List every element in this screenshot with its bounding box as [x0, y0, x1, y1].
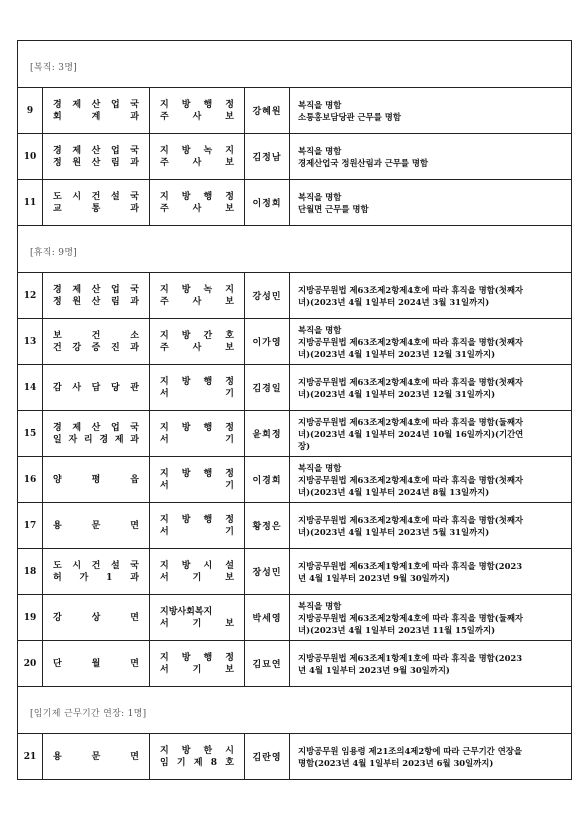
order-note-line: 지방공무원법 제63조제2항제4호에 따라 휴직을 명함(첫째자 — [298, 336, 524, 347]
row-number: 11 — [18, 180, 43, 226]
rank-line: 지 방 행 정 — [160, 652, 234, 663]
department-line: 경 제 산 업 국 — [53, 284, 139, 295]
rank-cell — [150, 411, 245, 457]
row-number: 16 — [18, 457, 43, 503]
department-line: 단 월 면 — [53, 658, 139, 669]
section-header-row — [18, 41, 572, 88]
rank-line: 지 방 간 호 — [160, 330, 234, 341]
rank-line: 지 방 행 정 — [160, 191, 234, 202]
rank-line: 임 기 제 8 호 — [160, 757, 234, 768]
table-row — [18, 641, 572, 687]
rank-line: 서 기 — [160, 526, 234, 537]
person-name: 장성민 — [245, 549, 290, 595]
person-name: 김경일 — [245, 365, 290, 411]
rank-line: 서 기 — [160, 388, 234, 399]
rank-line: 지 방 행 정 — [160, 422, 234, 433]
department-line: 일 자 리 경 제 과 — [53, 434, 139, 445]
order-note-line: 경제산업국 정원산림과 근무를 명함 — [298, 157, 429, 168]
order-note-line: 년 4월 1일부터 2023년 9월 30일까지) — [298, 572, 450, 583]
order-note-cell — [290, 273, 572, 319]
table-row — [18, 273, 572, 319]
rank-line: 지 방 한 시 — [160, 745, 234, 756]
rank-line: 서 기 보 — [160, 618, 234, 629]
rank-line: 지 방 시 설 — [160, 560, 234, 571]
order-note-line: 장) — [298, 440, 311, 451]
rank-line: 주 사 보 — [160, 342, 234, 353]
order-note-line: 지방공무원법 제63조제2항제4호에 따라 휴직을 명함(첫째자 — [298, 376, 524, 387]
department-line: 경 제 산 업 국 — [53, 99, 139, 110]
department-cell — [43, 549, 150, 595]
order-note-line: 지방공무원법 제63조제2항제4호에 따라 휴직을 명함(첫째자 — [298, 514, 524, 525]
department-line: 용 문 면 — [53, 751, 139, 762]
rank-line: 주 사 보 — [160, 111, 234, 122]
row-number: 15 — [18, 411, 43, 457]
order-note-cell — [290, 88, 572, 134]
order-note-line: 지방공무원법 제63조제2항제4호에 따라 휴직을 명함(둘째자 — [298, 612, 524, 623]
rank-cell — [150, 88, 245, 134]
department-line: 정 원 산 림 과 — [53, 157, 139, 168]
person-name: 이경희 — [245, 457, 290, 503]
row-number: 18 — [18, 549, 43, 595]
rank-line: 지방사회복지 — [160, 606, 213, 617]
rank-cell — [150, 134, 245, 180]
order-note-cell — [290, 595, 572, 641]
person-name: 황정은 — [245, 503, 290, 549]
person-name: 이정희 — [245, 180, 290, 226]
order-note-line: 녀)(2023년 4월 1일부터 2023년 5월 31일까지) — [298, 526, 490, 537]
department-line: 용 문 면 — [53, 520, 139, 531]
department-line: 건 강 증 진 과 — [53, 342, 139, 353]
order-note-line: 지방공무원법 제63조제2항제4호에 따라 휴직을 명함(첫째자 — [298, 284, 524, 295]
table-row — [18, 319, 572, 365]
table-row — [18, 549, 572, 595]
order-note-line: 복직을 명함 — [298, 99, 342, 110]
personnel-table — [17, 40, 572, 780]
order-note-line: 녀)(2023년 4월 1일부터 2024년 8월 13일까지) — [298, 486, 490, 497]
rank-cell — [150, 457, 245, 503]
order-note-cell — [290, 503, 572, 549]
rank-line: 지 방 행 정 — [160, 99, 234, 110]
order-note-cell — [290, 457, 572, 503]
section-title: [휴직: 9명] — [30, 247, 78, 258]
order-note-cell — [290, 734, 572, 780]
order-note-line: 소통홍보담당관 근무를 명함 — [298, 111, 401, 122]
rank-cell — [150, 273, 245, 319]
department-cell — [43, 180, 150, 226]
table-row — [18, 88, 572, 134]
order-note-line: 명함(2023년 4월 1일부터 2023년 6월 30일까지) — [298, 757, 494, 768]
order-note-line: 복직을 명함 — [298, 600, 342, 611]
order-note-line: 단월면 근무를 명함 — [298, 203, 369, 214]
department-line: 보 건 소 — [53, 330, 139, 341]
department-line: 강 상 면 — [53, 612, 139, 623]
row-number: 17 — [18, 503, 43, 549]
order-note-cell — [290, 411, 572, 457]
table-row — [18, 365, 572, 411]
rank-cell — [150, 595, 245, 641]
person-name: 박세영 — [245, 595, 290, 641]
row-number: 19 — [18, 595, 43, 641]
order-note-line: 녀)(2023년 4월 1일부터 2024년 3월 31일까지) — [298, 296, 490, 307]
person-name: 김묘연 — [245, 641, 290, 687]
row-number: 20 — [18, 641, 43, 687]
rank-cell — [150, 734, 245, 780]
rank-line: 지 방 녹 지 — [160, 145, 234, 156]
department-line: 정 원 산 림 과 — [53, 296, 139, 307]
rank-line: 지 방 녹 지 — [160, 284, 234, 295]
section-title: [복직: 3명] — [30, 62, 78, 73]
table-row — [18, 503, 572, 549]
section-header-row — [18, 226, 572, 273]
department-line: 회 계 과 — [53, 111, 139, 122]
department-line: 허 가 1 과 — [53, 572, 139, 583]
row-number: 10 — [18, 134, 43, 180]
rank-line: 지 방 행 정 — [160, 376, 234, 387]
section-header-row — [18, 687, 572, 734]
order-note-line: 지방공무원법 제63조제1항제1호에 따라 휴직을 명함(2023 — [298, 652, 523, 663]
department-line: 경 제 산 업 국 — [53, 422, 139, 433]
department-line: 도 시 건 설 국 — [53, 191, 139, 202]
table-row — [18, 734, 572, 780]
table-row — [18, 180, 572, 226]
department-line: 경 제 산 업 국 — [53, 145, 139, 156]
department-cell — [43, 734, 150, 780]
order-note-cell — [290, 365, 572, 411]
order-note-line: 지방공무원법 제63조제2항제4호에 따라 휴직을 명함(둘째자 — [298, 416, 524, 427]
order-note-line: 지방공무원법 제63조제1항제1호에 따라 휴직을 명함(2023 — [298, 560, 523, 571]
rank-line: 주 사 보 — [160, 157, 234, 168]
order-note-cell — [290, 319, 572, 365]
department-cell — [43, 88, 150, 134]
rank-line: 서 기 보 — [160, 572, 234, 583]
order-note-line: 복직을 명함 — [298, 324, 342, 335]
department-cell — [43, 134, 150, 180]
order-note-cell — [290, 134, 572, 180]
rank-line: 서 기 — [160, 434, 234, 445]
order-note-line: 복직을 명함 — [298, 145, 342, 156]
rank-cell — [150, 319, 245, 365]
person-name: 김정남 — [245, 134, 290, 180]
order-note-cell — [290, 641, 572, 687]
table-row — [18, 134, 572, 180]
department-line: 교 통 과 — [53, 203, 139, 214]
person-name: 강혜원 — [245, 88, 290, 134]
row-number: 12 — [18, 273, 43, 319]
order-note-line: 지방공무원법 제63조제2항제4호에 따라 휴직을 명함(첫째자 — [298, 474, 524, 485]
department-cell — [43, 273, 150, 319]
row-number: 9 — [18, 88, 43, 134]
department-cell — [43, 319, 150, 365]
order-note-cell — [290, 180, 572, 226]
department-cell — [43, 411, 150, 457]
person-name: 강성민 — [245, 273, 290, 319]
order-note-line: 년 4월 1일부터 2023년 9월 30일까지) — [298, 664, 450, 675]
row-number: 14 — [18, 365, 43, 411]
section-title: [임기제 근무기간 연장: 1명] — [30, 708, 147, 719]
table-row — [18, 595, 572, 641]
department-cell — [43, 503, 150, 549]
department-cell — [43, 457, 150, 503]
order-note-line: 녀)(2023년 4월 1일부터 2023년 12월 31일까지) — [298, 388, 496, 399]
table-row — [18, 457, 572, 503]
rank-line: 지 방 행 정 — [160, 514, 234, 525]
order-note-cell — [290, 549, 572, 595]
rank-cell — [150, 180, 245, 226]
rank-cell — [150, 503, 245, 549]
order-note-line: 녀)(2023년 4월 1일부터 2023년 12월 31일까지) — [298, 348, 496, 359]
department-cell — [43, 641, 150, 687]
rank-line: 서 기 — [160, 480, 234, 491]
department-line: 양 평 읍 — [53, 474, 139, 485]
rank-line: 주 사 보 — [160, 296, 234, 307]
rank-line: 서 기 보 — [160, 664, 234, 675]
row-number: 13 — [18, 319, 43, 365]
order-note-line: 녀)(2023년 4월 1일부터 2024년 10월 16일까지)(기간연 — [298, 428, 524, 439]
rank-line: 지 방 행 정 — [160, 468, 234, 479]
person-name: 김란영 — [245, 734, 290, 780]
order-note-line: 복직을 명함 — [298, 462, 342, 473]
rank-cell — [150, 365, 245, 411]
department-line: 감 사 담 당 관 — [53, 382, 139, 393]
row-number: 21 — [18, 734, 43, 780]
order-note-line: 지방공무원 임용령 제21조의4제2항에 따라 근무기간 연장을 — [298, 745, 522, 756]
rank-cell — [150, 549, 245, 595]
department-cell — [43, 595, 150, 641]
rank-cell — [150, 641, 245, 687]
table-row — [18, 411, 572, 457]
person-name: 윤희정 — [245, 411, 290, 457]
person-name: 이가영 — [245, 319, 290, 365]
department-line: 도 시 건 설 국 — [53, 560, 139, 571]
rank-line: 주 사 보 — [160, 203, 234, 214]
order-note-line: 복직을 명함 — [298, 191, 342, 202]
department-cell — [43, 365, 150, 411]
order-note-line: 녀)(2023년 4월 1일부터 2023년 11월 15일까지) — [298, 624, 496, 635]
